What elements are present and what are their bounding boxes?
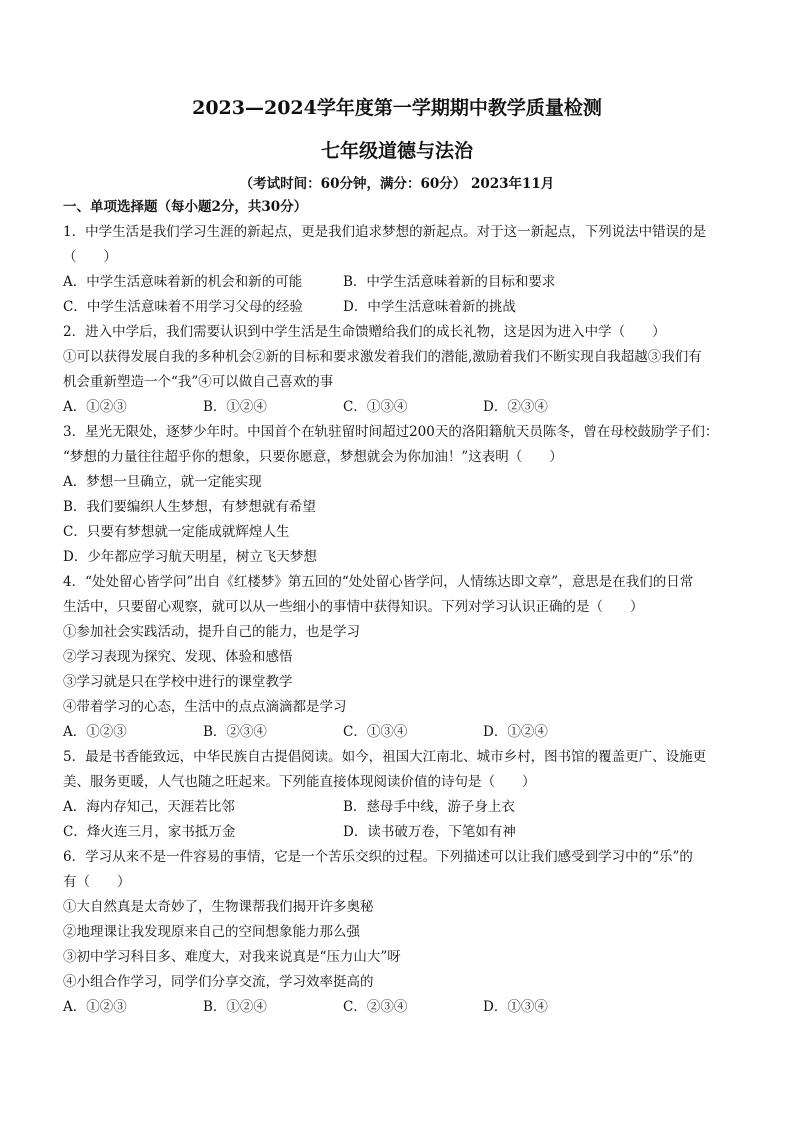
q3-option-d: D．少年都应学习航天明星，树立飞天梦想 xyxy=(63,549,317,565)
q5-options-row1 xyxy=(63,795,733,820)
q4-option-c: C．①③④ xyxy=(343,724,408,740)
q5-stem-line1: 5．最是书香能致远，中华民族自古提倡阅读。如今，祖国大江南北、城市乡村，图书馆的覆盖更广、设施更 xyxy=(63,749,707,765)
q6-item-3: ③初中学习科目多、难度大，对我来说真是“压力山大”呀 xyxy=(63,949,401,965)
q1-option-b: B．中学生活意味着新的目标和要求 xyxy=(343,274,556,290)
q3-stem-line1: 3．星光无限处，逐梦少年时。中国首个在轨驻留时间超过200天的洛阳籍航天员陈冬，曾在母校鼓励学子们： xyxy=(63,424,719,440)
q5-option-d: D．读书破万卷，下笔如有神 xyxy=(343,824,516,840)
section-heading: 一、单项选择题（每小题2分，共30分） xyxy=(63,199,308,215)
q6-stem-line2: 有（ ） xyxy=(63,874,131,890)
q6-option-b: B．①②④ xyxy=(203,999,267,1015)
q6-item-2: ②地理课让我发现原来自己的空间想象能力那么强 xyxy=(63,924,360,940)
q5-stem-line2: 美、服务更暖，人气也随之旺起来。下列能直接体现阅读价值的诗句是（ ） xyxy=(63,774,536,790)
q4-options xyxy=(63,720,733,745)
q3-stem-line2: “梦想的力量往往超乎你的想象，只要你愿意，梦想就会为你加油！”这表明（ ） xyxy=(63,449,563,465)
q4-item-4: ④带着学习的心态，生活中的点点滴滴都是学习 xyxy=(63,699,347,715)
q6-item-4: ④小组合作学习，同学们分享交流，学习效率挺高的 xyxy=(63,974,374,990)
q4-option-d: D．①②④ xyxy=(483,724,548,740)
q6-options xyxy=(63,995,733,1020)
q4-option-a: A．①②③ xyxy=(63,724,127,740)
q1-stem-line1: 1．中学生活是我们学习生涯的新起点，更是我们追求梦想的新起点。对于这一新起点，下列说法中错误的是 xyxy=(63,224,707,240)
q4-option-b: B．②③④ xyxy=(203,724,267,740)
q5-option-a: A．海内存知己，天涯若比邻 xyxy=(63,799,235,815)
q6-item-1: ①大自然真是太奇妙了，生物课帮我们揭开许多奥秘 xyxy=(63,899,374,915)
q1-option-c: C．中学生活意味着不用学习父母的经验 xyxy=(63,299,303,315)
q1-options-row1 xyxy=(63,270,733,295)
q5-option-b: B．慈母手中线，游子身上衣 xyxy=(343,799,515,815)
q4-item-2: ②学习表现为探究、发现、体验和感悟 xyxy=(63,649,293,665)
q1-stem-line2: （ ） xyxy=(63,249,117,265)
q1-option-a: A．中学生活意味着新的机会和新的可能 xyxy=(63,274,303,290)
q1-option-d: D．中学生活意味着新的挑战 xyxy=(343,299,516,315)
exam-info: （考试时间：60分钟，满分：60分） 2023年11月 xyxy=(239,176,555,192)
q2-stem: 2．进入中学后，我们需要认识到中学生活是生命馈赠给我们的成长礼物，这是因为进入中学（ ） xyxy=(63,324,666,340)
exam-subject: 七年级道德与法治 xyxy=(320,140,473,162)
q3-option-c: C．只要有梦想就一定能成就辉煌人生 xyxy=(63,524,290,540)
q6-option-d: D．①③④ xyxy=(483,999,548,1015)
q5-option-c: C．烽火连三月，家书抵万金 xyxy=(63,824,236,840)
q6-stem-line1: 6．学习从来不是一件容易的事情，它是一个苦乐交织的过程。下列描述可以让我们感受到学习中的“乐”的 xyxy=(63,849,693,865)
q5-options-row2 xyxy=(63,820,733,845)
q4-item-1: ①参加社会实践活动，提升自己的能力，也是学习 xyxy=(63,624,360,640)
q3-option-a: A．梦想一旦确立，就一定能实现 xyxy=(63,474,262,490)
q1-options-row2 xyxy=(63,295,733,320)
q2-option-d: D．②③④ xyxy=(483,399,548,415)
q2-options xyxy=(63,395,733,420)
q6-option-a: A．①②③ xyxy=(63,999,127,1015)
q2-items-line1: ①可以获得发展自我的多种机会②新的目标和要求激发着我们的潜能,激励着我们不断实现自我超越③我们有 xyxy=(63,349,702,365)
q2-option-c: C．①③④ xyxy=(343,399,408,415)
q4-item-3: ③学习就是只在学校中进行的课堂教学 xyxy=(63,674,293,690)
q2-option-a: A．①②③ xyxy=(63,399,127,415)
q3-option-b: B．我们要编织人生梦想，有梦想就有希望 xyxy=(63,499,316,515)
q4-stem-line1: 4．“处处留心皆学问”出自《红楼梦》第五回的“处处留心皆学问，人情练达即文章”，意思是在我们的日常 xyxy=(63,574,694,590)
q6-option-c: C．②③④ xyxy=(343,999,408,1015)
q4-stem-line2: 生活中，只要留心观察，就可以从一些细小的事情中获得知识。下列对学习认识正确的是（ ） xyxy=(63,599,644,615)
q2-items-line2: 机会重新塑造一个“我”④可以做自己喜欢的事 xyxy=(63,374,334,390)
exam-title: 2023—2024学年度第一学期期中教学质量检测 xyxy=(192,97,602,119)
exam-content xyxy=(63,195,733,1020)
q2-option-b: B．①②④ xyxy=(203,399,267,415)
